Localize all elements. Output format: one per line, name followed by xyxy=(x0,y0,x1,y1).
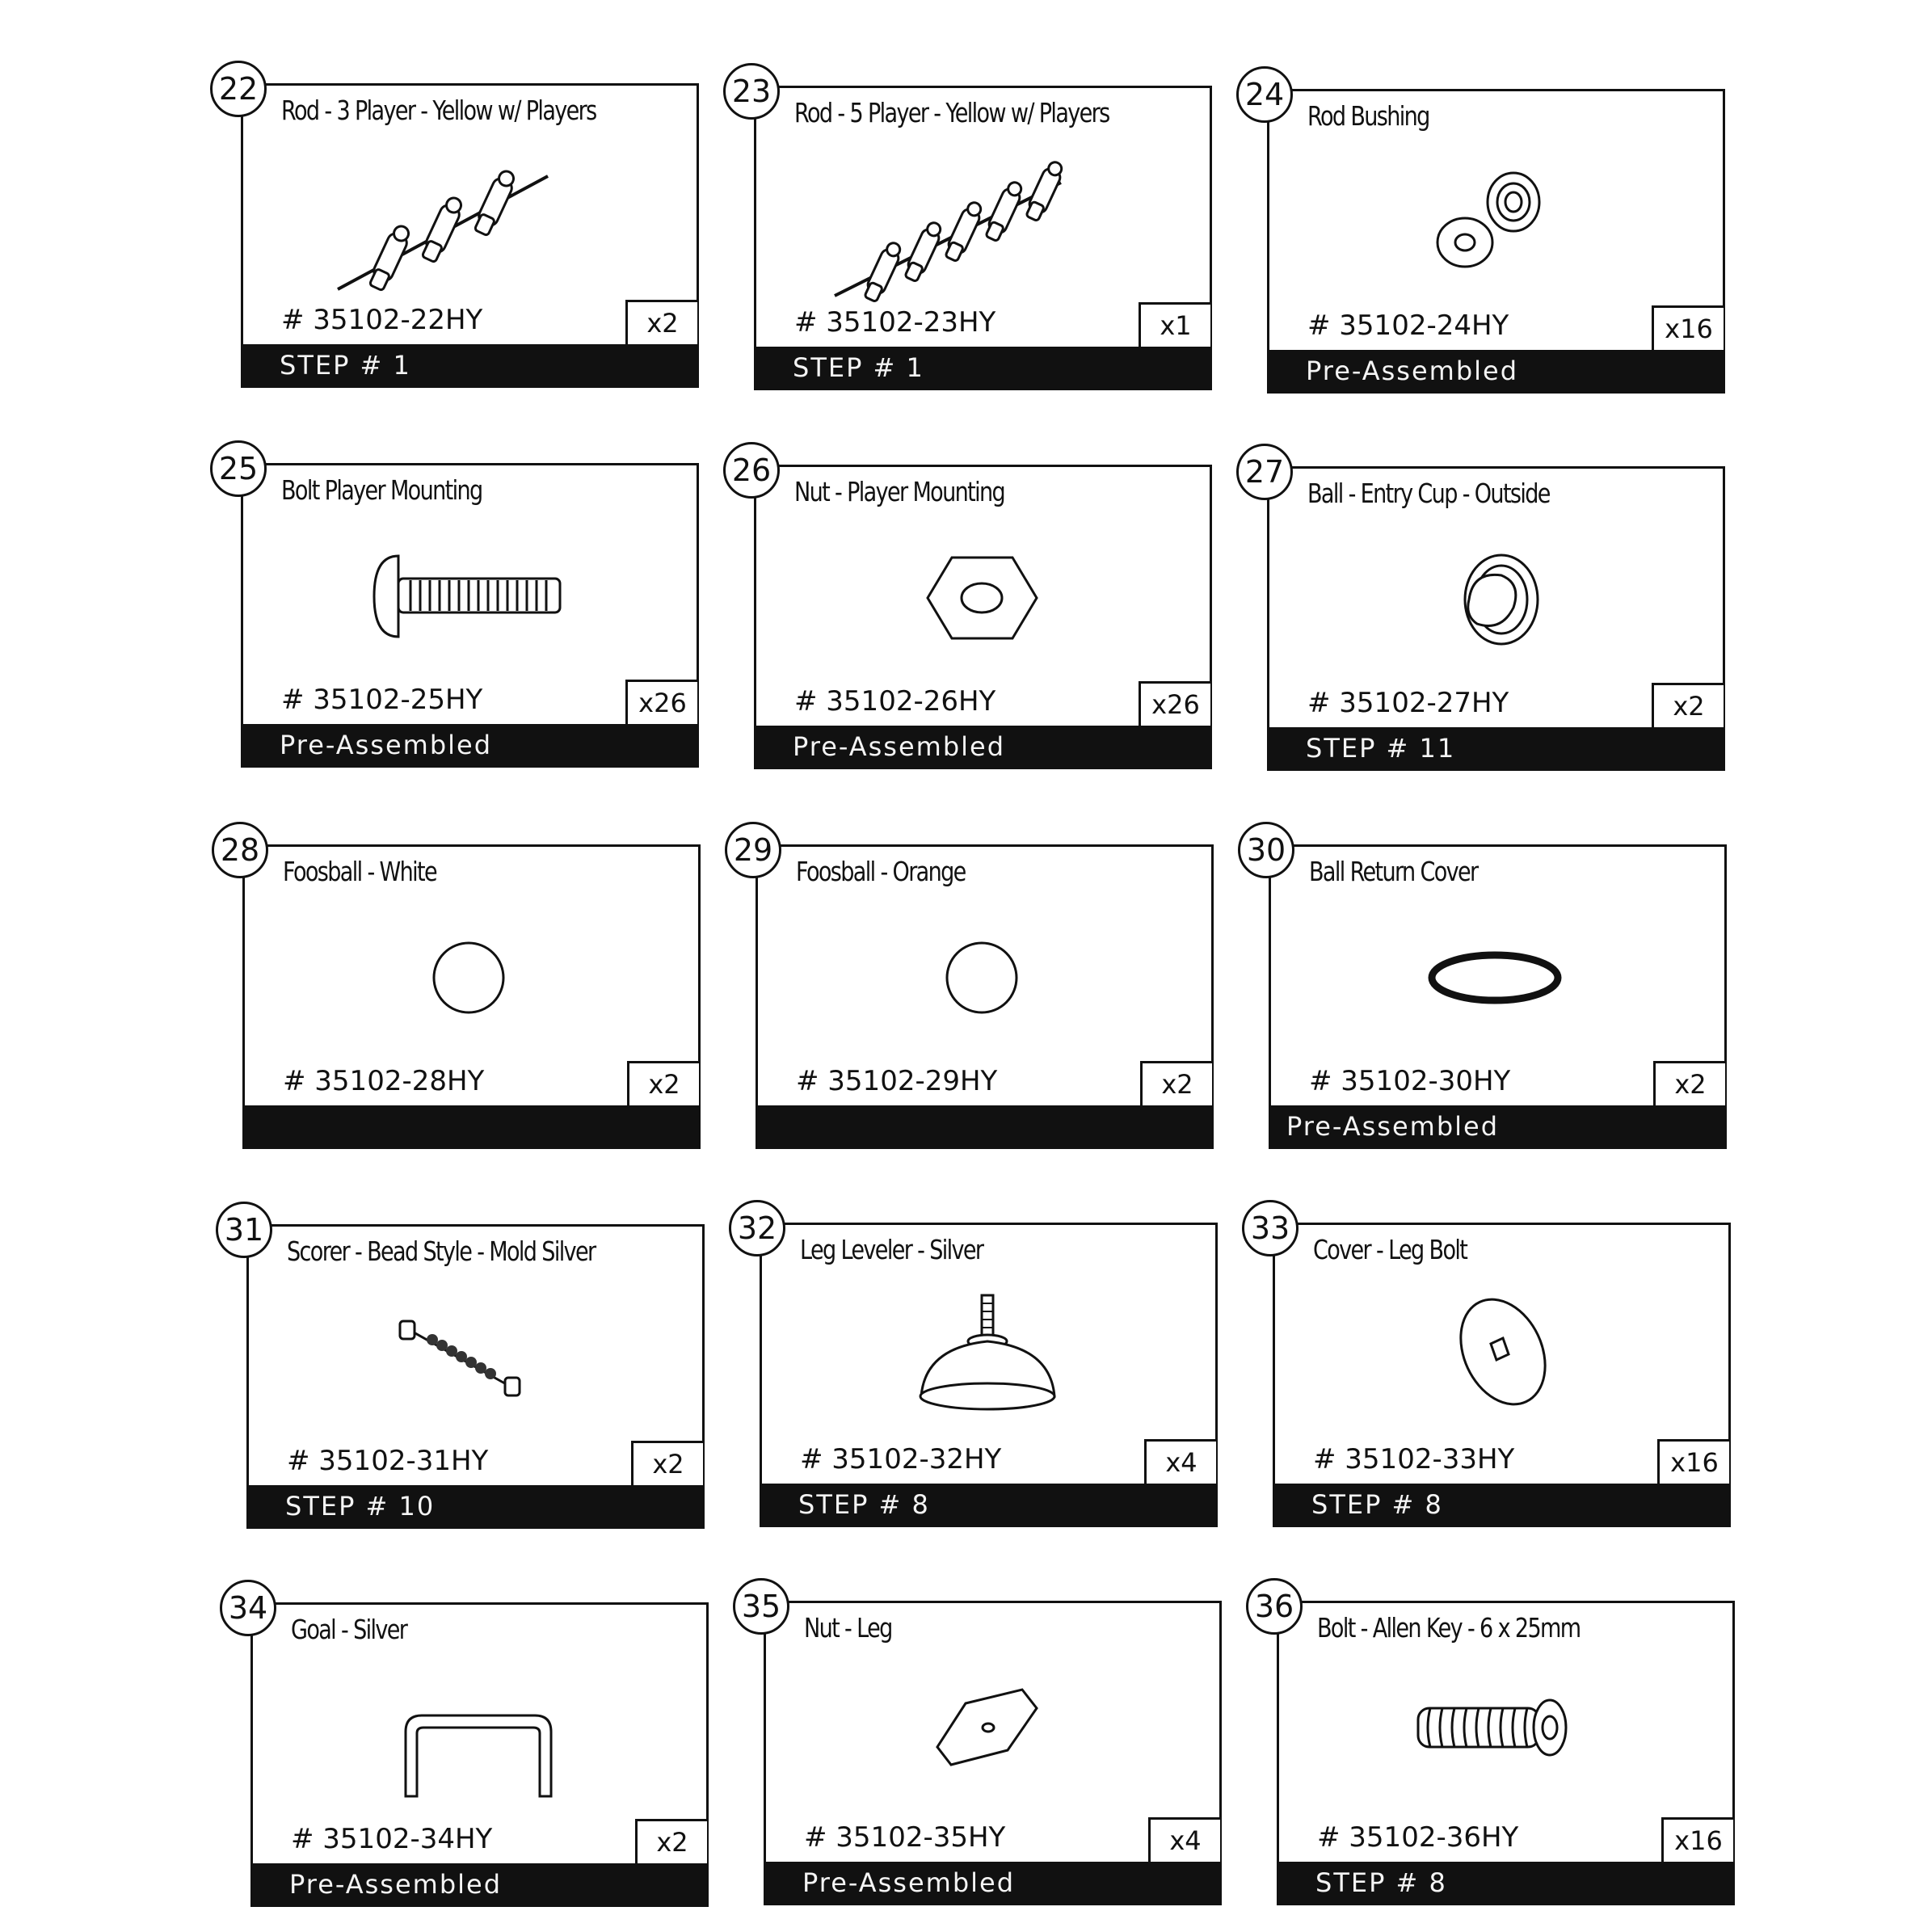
step-bar: STEP # 8 xyxy=(1277,1862,1733,1904)
part-number-badge: 23 xyxy=(723,63,780,120)
part-number-badge: 26 xyxy=(723,442,780,499)
quantity-box: x16 xyxy=(1661,1817,1733,1862)
part-sku: # 35102-26HY xyxy=(794,685,996,718)
part-sku: # 35102-36HY xyxy=(1317,1821,1519,1854)
part-card-28 xyxy=(220,832,699,1147)
part-number-badge: 31 xyxy=(216,1202,272,1258)
part-name: Ball - Entry Cup - Outside xyxy=(1307,478,1550,509)
quantity-box: x26 xyxy=(625,680,697,724)
part-card-23 xyxy=(731,74,1210,389)
rod-bushing-icon xyxy=(1332,133,1655,307)
part-name: Foosball - Orange xyxy=(796,856,966,887)
part-sku: # 35102-31HY xyxy=(287,1445,489,1477)
step-bar xyxy=(756,1105,1212,1147)
part-sku: # 35102-25HY xyxy=(281,684,483,716)
part-number-badge: 30 xyxy=(1238,822,1294,878)
part-name: Rod Bushing xyxy=(1307,100,1429,132)
step-bar: Pre-Assembled xyxy=(754,726,1210,768)
quantity-box: x2 xyxy=(1652,683,1724,727)
scorer-icon xyxy=(311,1269,634,1442)
step-bar: Pre-Assembled xyxy=(1269,1105,1725,1147)
quantity-box: x2 xyxy=(625,300,697,344)
quantity-box: x2 xyxy=(627,1061,699,1105)
quantity-box: x26 xyxy=(1139,681,1210,726)
step-bar: STEP # 8 xyxy=(1273,1484,1729,1526)
part-number-badge: 29 xyxy=(725,822,781,878)
part-name: Nut - Leg xyxy=(804,1612,892,1644)
leg-nut-icon xyxy=(828,1645,1151,1819)
part-name: Bolt Player Mounting xyxy=(281,474,482,506)
part-number-badge: 35 xyxy=(733,1578,789,1635)
bolt-cover-icon xyxy=(1337,1267,1661,1441)
rod-5-player-icon xyxy=(819,130,1142,304)
part-card-36 xyxy=(1254,1589,1733,1904)
part-card-29 xyxy=(733,832,1212,1147)
part-name: Scorer - Bead Style - Mold Silver xyxy=(287,1235,596,1267)
part-sku: # 35102-29HY xyxy=(796,1065,998,1097)
part-card-22 xyxy=(218,71,697,386)
part-sku: # 35102-32HY xyxy=(800,1443,1002,1475)
step-bar: Pre-Assembled xyxy=(241,724,697,766)
part-name: Goal - Silver xyxy=(291,1614,407,1645)
part-card-32 xyxy=(737,1210,1216,1526)
entry-cup-icon xyxy=(1332,511,1655,684)
ring-icon xyxy=(1333,889,1656,1063)
step-bar: STEP # 1 xyxy=(241,344,697,386)
ball-icon xyxy=(820,889,1143,1063)
rod-3-player-icon xyxy=(305,128,629,301)
part-sku: # 35102-34HY xyxy=(291,1823,493,1855)
step-bar: Pre-Assembled xyxy=(1267,350,1724,392)
part-number-badge: 27 xyxy=(1236,444,1293,500)
part-name: Nut - Player Mounting xyxy=(794,476,1005,507)
part-card-24 xyxy=(1244,77,1724,392)
leg-leveler-icon xyxy=(824,1267,1147,1441)
part-name: Rod - 5 Player - Yellow w/ Players xyxy=(794,97,1109,128)
goal-icon xyxy=(315,1647,638,1821)
part-name: Bolt - Allen Key - 6 x 25mm xyxy=(1317,1612,1581,1644)
part-sku: # 35102-33HY xyxy=(1313,1443,1515,1475)
part-number-badge: 32 xyxy=(729,1200,785,1256)
quantity-box: x2 xyxy=(635,1819,707,1863)
step-bar: Pre-Assembled xyxy=(764,1862,1220,1904)
part-card-31 xyxy=(224,1212,703,1527)
part-sku: # 35102-28HY xyxy=(283,1065,485,1097)
step-bar: Pre-Assembled xyxy=(250,1863,707,1905)
part-number-badge: 24 xyxy=(1236,66,1293,123)
ball-icon xyxy=(307,889,630,1063)
bolt-icon xyxy=(305,507,629,681)
part-sku: # 35102-27HY xyxy=(1307,687,1509,719)
quantity-box: x4 xyxy=(1144,1439,1216,1484)
part-number-badge: 34 xyxy=(220,1580,276,1636)
hex-nut-icon xyxy=(819,509,1142,683)
part-card-25 xyxy=(218,451,697,766)
part-card-27 xyxy=(1244,454,1724,769)
quantity-box: x2 xyxy=(1653,1061,1725,1105)
quantity-box: x2 xyxy=(1140,1061,1212,1105)
part-name: Ball Return Cover xyxy=(1309,856,1478,887)
part-card-30 xyxy=(1246,832,1725,1147)
step-bar: STEP # 10 xyxy=(246,1485,703,1527)
quantity-box: x16 xyxy=(1652,305,1724,350)
part-sku: # 35102-35HY xyxy=(804,1821,1006,1854)
quantity-box: x2 xyxy=(631,1441,703,1485)
part-card-33 xyxy=(1250,1210,1729,1526)
step-bar: STEP # 11 xyxy=(1267,727,1724,769)
step-bar: STEP # 8 xyxy=(760,1484,1216,1526)
part-name: Leg Leveler - Silver xyxy=(800,1234,983,1265)
quantity-box: x1 xyxy=(1139,302,1210,347)
part-sku: # 35102-23HY xyxy=(794,306,996,339)
quantity-box: x16 xyxy=(1657,1439,1729,1484)
part-name: Foosball - White xyxy=(283,856,437,887)
part-card-26 xyxy=(731,452,1210,768)
part-number-badge: 25 xyxy=(210,440,267,497)
part-number-badge: 33 xyxy=(1242,1200,1299,1256)
part-card-35 xyxy=(741,1589,1220,1904)
part-sku: # 35102-24HY xyxy=(1307,309,1509,342)
part-number-badge: 22 xyxy=(210,61,267,117)
step-bar xyxy=(242,1105,699,1147)
part-card-34 xyxy=(228,1590,707,1905)
allen-bolt-icon xyxy=(1341,1645,1665,1819)
part-name: Cover - Leg Bolt xyxy=(1313,1234,1467,1265)
step-bar: STEP # 1 xyxy=(754,347,1210,389)
part-name: Rod - 3 Player - Yellow w/ Players xyxy=(281,95,596,126)
part-number-badge: 28 xyxy=(212,822,268,878)
part-sku: # 35102-22HY xyxy=(281,304,483,336)
quantity-box: x4 xyxy=(1148,1817,1220,1862)
part-sku: # 35102-30HY xyxy=(1309,1065,1511,1097)
part-number-badge: 36 xyxy=(1246,1578,1303,1635)
